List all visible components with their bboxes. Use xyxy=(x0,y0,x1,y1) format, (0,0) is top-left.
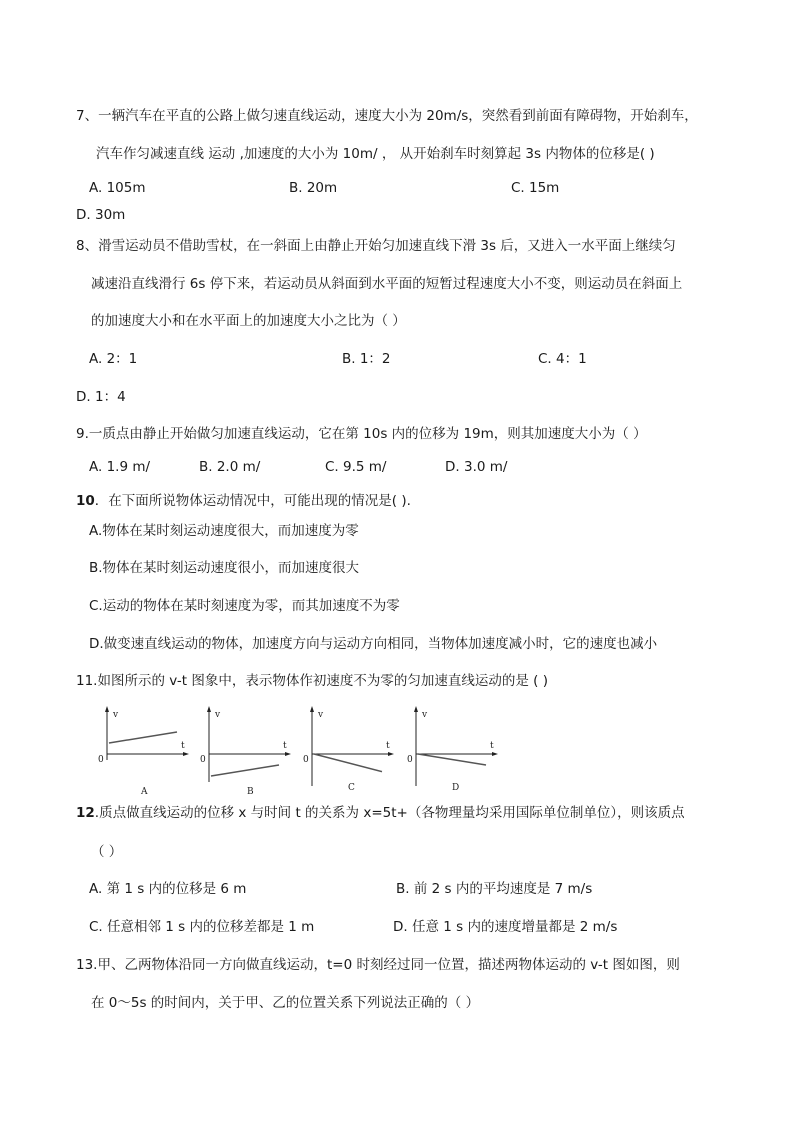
graph-a-label: A xyxy=(141,787,148,797)
q7-option-d: D. 30m xyxy=(76,207,126,223)
q11-stem: 11.如图所示的 v-t 图象中，表示物体作初速度不为零的匀加速直线运动的是 ( ) xyxy=(76,673,548,689)
graph-a-vt-line xyxy=(109,732,177,743)
q7-option-c: C. 15m xyxy=(511,180,560,196)
q10-number: 10 xyxy=(76,493,95,509)
q9-option-a: A. 1.9 m/ xyxy=(89,459,151,475)
q10-stem xyxy=(76,492,411,510)
q9-option-c: C. 9.5 m/ xyxy=(325,459,387,475)
graph-a-origin: 0 xyxy=(98,755,104,765)
graph-c-v-arrow xyxy=(310,706,314,712)
graph-b-origin: 0 xyxy=(200,755,206,765)
q8-stem-line3: 的加速度大小和在水平面上的加速度大小之比为（ ） xyxy=(91,313,406,329)
graph-b-svg xyxy=(199,702,299,798)
graph-a-svg xyxy=(97,702,197,798)
q10-option-c: C.运动的物体在某时刻速度为零，而其加速度不为零 xyxy=(89,598,400,614)
q8-option-c: C. 4：1 xyxy=(538,351,587,367)
graph-b-v-label: v xyxy=(215,710,221,720)
q8-option-b: B. 1：2 xyxy=(342,351,391,367)
graph-d-label: D xyxy=(452,783,460,793)
graph-c-origin: 0 xyxy=(303,755,309,765)
q12-stem-line2: （ ） xyxy=(91,844,123,860)
graph-b xyxy=(199,702,299,798)
q12-option-c: C. 任意相邻 1 s 内的位移差都是 1 m xyxy=(89,919,315,935)
graph-a-v-label: v xyxy=(113,710,119,720)
q7-option-a: A. 105m xyxy=(89,180,146,196)
q8-option-a: A. 2：1 xyxy=(89,351,138,367)
graph-c-svg xyxy=(302,702,402,798)
graph-d xyxy=(406,702,506,798)
graph-d-t-arrow xyxy=(492,752,498,756)
q12-number: 12 xyxy=(76,805,95,821)
graph-d-vt-line xyxy=(418,754,486,765)
q13-stem-line2: 在 0～5s 的时间内，关于甲、乙的位置关系下列说法正确的（ ） xyxy=(91,995,480,1011)
q8-stem-line1: 8、滑雪运动员不借助雪杖，在一斜面上由静止开始匀加速直线下滑 3s 后，又进入一水平面上继续匀 xyxy=(76,238,676,254)
q12-option-d: D. 任意 1 s 内的速度增量都是 2 m/s xyxy=(393,919,618,935)
graph-d-v-label: v xyxy=(422,710,428,720)
graph-a-t-label: t xyxy=(181,741,185,751)
graph-a-v-arrow xyxy=(105,706,109,712)
q9-option-d: D. 3.0 m/ xyxy=(445,459,508,475)
graph-b-v-arrow xyxy=(207,706,211,712)
q9-option-b: B. 2.0 m/ xyxy=(199,459,261,475)
q10-option-b: B.物体在某时刻运动速度很小，而加速度很大 xyxy=(89,560,360,576)
graph-b-t-label: t xyxy=(283,741,287,751)
q10-option-d: D.做变速直线运动的物体，加速度方向与运动方向相同，当物体加速度减小时，它的速度也减小 xyxy=(89,636,658,652)
graph-d-t-label: t xyxy=(490,741,494,751)
q7-stem-line2: 汽车作匀减速直线 运动 ,加速度的大小为 10m/ ， 从开始刹车时刻算起 3s 内物体的位移是( ) xyxy=(96,146,655,162)
q10-stem-text: ．在下面所说物体运动情况中，可能出现的情况是( ). xyxy=(94,493,411,509)
graph-d-v-arrow xyxy=(414,706,418,712)
q12-stem-line1 xyxy=(76,804,685,822)
q7-stem-line1: 7、一辆汽车在平直的公路上做匀速直线运动，速度大小为 20m/s，突然看到前面有障碍物，开始刹车， xyxy=(76,108,698,124)
graph-c-v-label: v xyxy=(318,710,324,720)
graph-d-svg xyxy=(406,702,506,798)
graph-c xyxy=(302,702,402,798)
graph-b-vt-line xyxy=(211,765,279,776)
q12-option-b: B. 前 2 s 内的平均速度是 7 m/s xyxy=(396,881,593,897)
graph-c-vt-line xyxy=(314,754,382,772)
graph-c-label: C xyxy=(348,783,355,793)
q8-option-d: D. 1：4 xyxy=(76,389,126,405)
q12-option-a: A. 第 1 s 内的位移是 6 m xyxy=(89,881,247,897)
q10-option-a: A.物体在某时刻运动速度很大，而加速度为零 xyxy=(89,523,359,539)
q13-stem-line1: 13.甲、乙两物体沿同一方向做直线运动，t=0 时刻经过同一位置，描述两物体运动的 v-t 图如图，则 xyxy=(76,957,680,973)
q7-option-b: B. 20m xyxy=(289,180,338,196)
q8-stem-line2: 减速沿直线滑行 6s 停下来，若运动员从斜面到水平面的短暂过程速度大小不变，则运动员在斜面上 xyxy=(91,276,683,292)
graph-a xyxy=(97,702,197,798)
graph-c-t-label: t xyxy=(386,741,390,751)
q9-stem: 9.一质点由静止开始做匀加速直线运动，它在第 10s 内的位移为 19m，则其加速度大小为（ ） xyxy=(76,426,647,442)
q12-stem-text: .质点做直线运动的位移 x 与时间 t 的关系为 x=5t+（各物理量均采用国际单位制单位），则该质点 xyxy=(94,805,685,821)
graph-b-t-arrow xyxy=(285,752,291,756)
graph-d-origin: 0 xyxy=(407,755,413,765)
graph-b-label: B xyxy=(247,787,254,797)
graph-c-t-arrow xyxy=(388,752,394,756)
graph-a-t-arrow xyxy=(183,752,189,756)
